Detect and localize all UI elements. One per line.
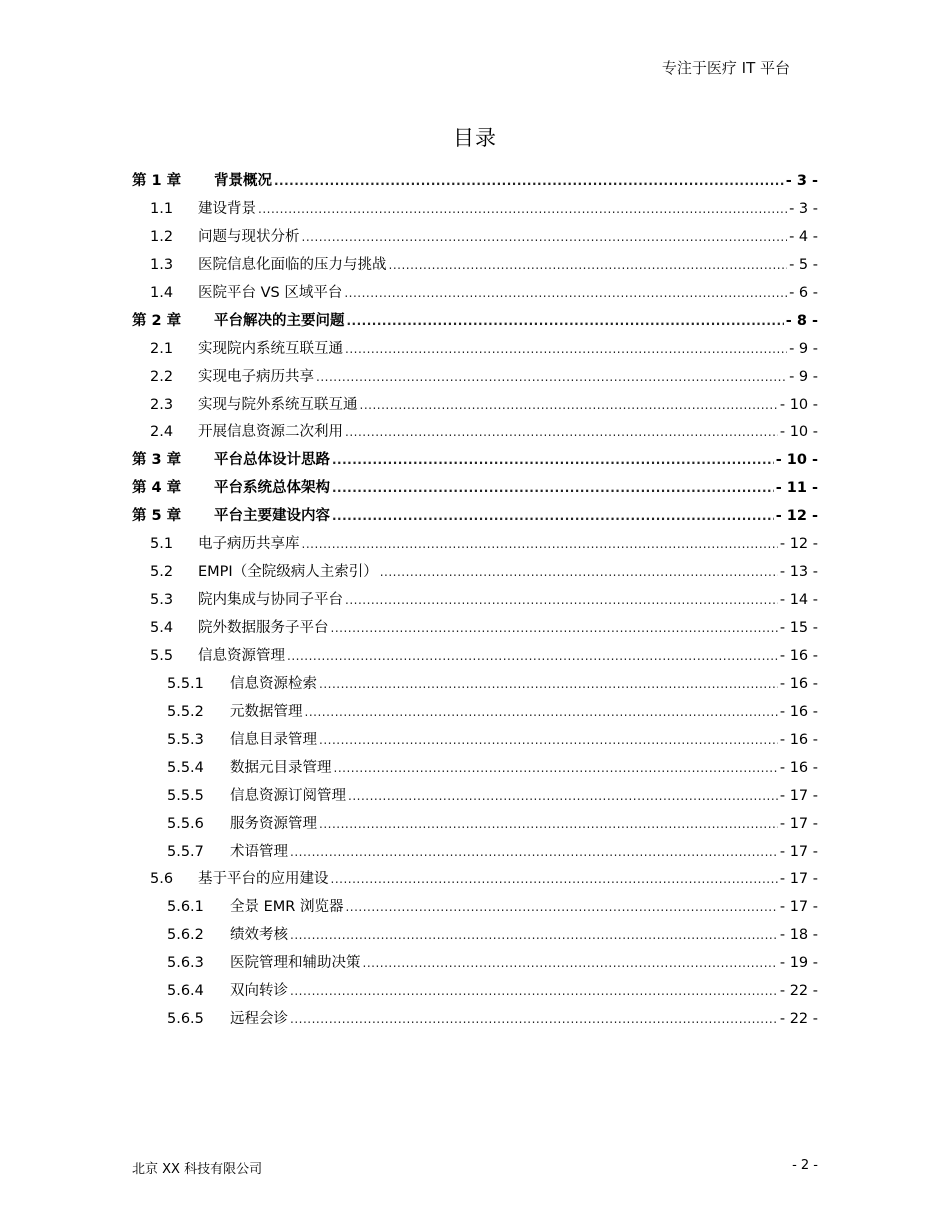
toc-leader-dots [287,648,778,663]
toc-entry-number: 5.5.6 [167,815,204,832]
toc-entry-title: 问题与现状分析 [198,228,300,245]
toc-entry-page: - 17 - [779,787,818,804]
toc-entry-page: - 10 - [779,424,818,441]
toc-entry[interactable] [132,281,818,309]
toc-entry-number: 2.4 [150,424,174,441]
toc-entry-number: 5.6.2 [167,927,204,944]
page-header: 专注于医疗 IT 平台 [661,59,790,77]
toc-entry-number: 5.1 [150,536,174,553]
toc-entry[interactable] [132,923,818,951]
toc-entry-page: - 4 - [789,228,818,245]
toc-entry-page: - 16 - [779,675,818,692]
toc-entry-number: 1.2 [150,228,174,245]
toc-entry[interactable] [132,476,818,504]
toc-entry-number: 第 2 章 [132,312,182,329]
toc-entry-title: 信息目录管理 [230,731,317,748]
toc-leader-dots [345,424,778,439]
toc-entry-page: - 12 - [775,508,818,525]
toc-entry-number: 1.4 [150,284,174,301]
toc-entry-page: - 10 - [775,452,818,469]
toc-entry[interactable] [132,644,818,672]
toc-leader-dots [348,788,778,803]
footer-company: 北京 XX 科技有限公司 [132,1162,263,1177]
toc-entry-page: - 22 - [779,1011,818,1028]
toc-entry-title: 实现与院外系统互联互通 [198,396,358,413]
toc-entry[interactable] [132,420,818,448]
toc-entry-number: 5.4 [150,620,174,636]
toc-leader-dots [345,341,787,356]
toc-entry-page: - 16 - [779,731,818,748]
toc-entry-page: - 6 - [789,284,818,301]
toc-entry[interactable] [132,253,818,281]
toc-entry-page: - 3 - [789,200,818,217]
toc-entry-title: 建设背景 [198,200,256,217]
toc-entry-title: 元数据管理 [230,703,303,720]
toc-entry-number: 第 3 章 [132,452,182,469]
toc-entry-page: - 14 - [779,592,818,609]
toc-entry-number: 5.5.7 [167,843,204,860]
toc-entry[interactable] [132,867,818,895]
toc-entry-page: - 15 - [779,620,818,636]
toc-entry[interactable] [132,365,818,393]
toc-entry-number: 5.6 [150,871,174,888]
toc-entry-number: 5.5.5 [167,787,204,804]
toc-leader-dots [305,704,778,719]
toc-entry-number: 1.1 [150,200,174,217]
toc-entry-number: 1.3 [150,256,174,273]
footer-page-number: - 2 - [792,1158,818,1173]
toc-entry-title: 平台总体设计思路 [214,452,330,469]
toc-leader-dots [332,508,774,523]
toc-leader-dots [331,871,778,886]
toc-leader-dots [332,480,774,495]
toc-entry-title: 基于平台的应用建设 [198,871,329,888]
toc-entry[interactable] [132,979,818,1007]
toc-entry-title: 信息资源检索 [230,675,317,692]
toc-entry-number: 5.5.3 [167,731,204,748]
toc-leader-dots [274,173,784,188]
toc-leader-dots [290,844,778,859]
toc-entry[interactable] [132,1007,818,1035]
toc-entry[interactable] [132,700,818,728]
toc-entry-title: 信息资源订阅管理 [230,787,346,804]
toc-entry-page: - 3 - [785,173,818,189]
toc-entry[interactable] [132,588,818,616]
toc-entry[interactable] [132,448,818,476]
toc-entry-page: - 10 - [779,396,818,413]
toc-entry-title: 开展信息资源二次利用 [198,424,343,441]
toc-entry-number: 5.6.5 [167,1011,204,1028]
toc-entry-title: EMPI（全院级病人主索引） [198,564,378,581]
toc-entry-page: - 9 - [789,368,818,385]
toc-leader-dots [258,201,787,216]
toc-entry-title: 信息资源管理 [198,647,285,664]
toc-entry-number: 第 1 章 [132,173,182,189]
toc-entry[interactable] [132,616,818,644]
toc-entry-page: - 5 - [789,256,818,273]
toc-entry[interactable] [132,784,818,812]
toc-leader-dots [319,676,778,691]
toc-leader-dots [319,816,778,831]
toc-entry-title: 院内集成与协同子平台 [198,592,343,609]
toc-leader-dots [380,564,778,579]
toc-leader-dots [331,620,778,635]
toc-entry-title: 全景 EMR 浏览器 [230,899,344,916]
toc-entry-page: - 19 - [779,955,818,972]
toc-entry-title: 实现电子病历共享 [198,368,314,385]
toc-entry-number: 2.2 [150,368,174,385]
toc-entry-page: - 12 - [779,536,818,553]
toc-entry-title: 电子病历共享库 [198,536,300,553]
toc-title: 目录 [453,126,497,150]
toc-entry-number: 第 4 章 [132,480,182,497]
toc-leader-dots [360,397,778,412]
toc-entry-page: - 16 - [779,703,818,720]
toc-entry-page: - 16 - [779,759,818,776]
toc-leader-dots [345,592,778,607]
toc-entry-number: 第 5 章 [132,508,182,525]
toc-entry-number: 5.5.2 [167,703,204,720]
toc-entry-title: 绩效考核 [230,927,288,944]
toc-entry-page: - 16 - [779,647,818,664]
toc-entry-number: 2.3 [150,396,174,413]
toc-leader-dots [302,536,778,551]
toc-entry-number: 5.5 [150,647,174,664]
toc-entry[interactable] [132,337,818,365]
toc-entry-number: 5.6.1 [167,899,204,916]
toc-entry-title: 院外数据服务子平台 [198,620,329,636]
toc-entry-number: 5.6.3 [167,955,204,972]
toc-entry-title: 医院平台 VS 区域平台 [198,284,343,301]
toc-entry[interactable] [132,951,818,979]
toc-entry[interactable] [132,393,818,421]
toc-entry[interactable] [132,756,818,784]
toc-entry-title: 远程会诊 [230,1011,288,1028]
toc-leader-dots [290,1011,778,1026]
table-of-contents [132,169,818,1035]
toc-entry-page: - 8 - [785,312,818,329]
toc-entry-page: - 17 - [779,843,818,860]
toc-entry-title: 数据元目录管理 [230,759,332,776]
toc-entry-title: 术语管理 [230,843,288,860]
toc-entry-title: 平台系统总体架构 [214,480,330,497]
toc-leader-dots [319,732,778,747]
toc-entry[interactable] [132,197,818,225]
toc-leader-dots [332,452,774,467]
toc-entry[interactable] [132,728,818,756]
toc-entry-title: 平台解决的主要问题 [214,312,345,329]
toc-entry-title: 医院管理和辅助决策 [230,955,361,972]
toc-leader-dots [347,313,784,328]
toc-entry-number: 5.5.4 [167,759,204,776]
toc-entry-page: - 9 - [789,340,818,357]
toc-leader-dots [302,229,788,244]
toc-leader-dots [344,285,787,300]
toc-entry[interactable] [132,812,818,840]
toc-entry[interactable] [132,840,818,868]
toc-entry[interactable] [132,895,818,923]
toc-leader-dots [389,257,788,272]
toc-entry-page: - 17 - [779,815,818,832]
toc-entry[interactable] [132,532,818,560]
toc-leader-dots [345,899,777,914]
toc-entry-number: 5.5.1 [167,675,204,692]
toc-leader-dots [316,369,787,384]
toc-entry-number: 5.2 [150,564,174,581]
toc-leader-dots [290,927,778,942]
toc-entry-title: 双向转诊 [230,983,288,1000]
toc-entry[interactable] [132,169,818,197]
toc-entry-number: 5.6.4 [167,983,204,1000]
toc-entry-title: 医院信息化面临的压力与挑战 [198,256,387,273]
toc-entry-title: 实现院内系统互联互通 [198,340,343,357]
toc-entry-page: - 22 - [779,983,818,1000]
toc-entry-page: - 17 - [779,871,818,888]
toc-entry[interactable] [132,309,818,337]
toc-leader-dots [363,955,778,970]
toc-entry-page: - 17 - [779,899,818,916]
toc-entry[interactable] [132,560,818,588]
toc-entry[interactable] [132,672,818,700]
toc-entry[interactable] [132,504,818,532]
toc-entry-title: 背景概况 [214,173,272,189]
toc-entry-number: 2.1 [150,340,174,357]
toc-entry-page: - 13 - [779,564,818,581]
toc-entry-title: 服务资源管理 [230,815,317,832]
toc-entry[interactable] [132,225,818,253]
toc-leader-dots [334,760,778,775]
toc-entry-number: 5.3 [150,592,174,609]
toc-entry-page: - 18 - [779,927,818,944]
toc-leader-dots [290,983,778,998]
toc-entry-title: 平台主要建设内容 [214,508,330,525]
toc-entry-page: - 11 - [775,480,818,497]
